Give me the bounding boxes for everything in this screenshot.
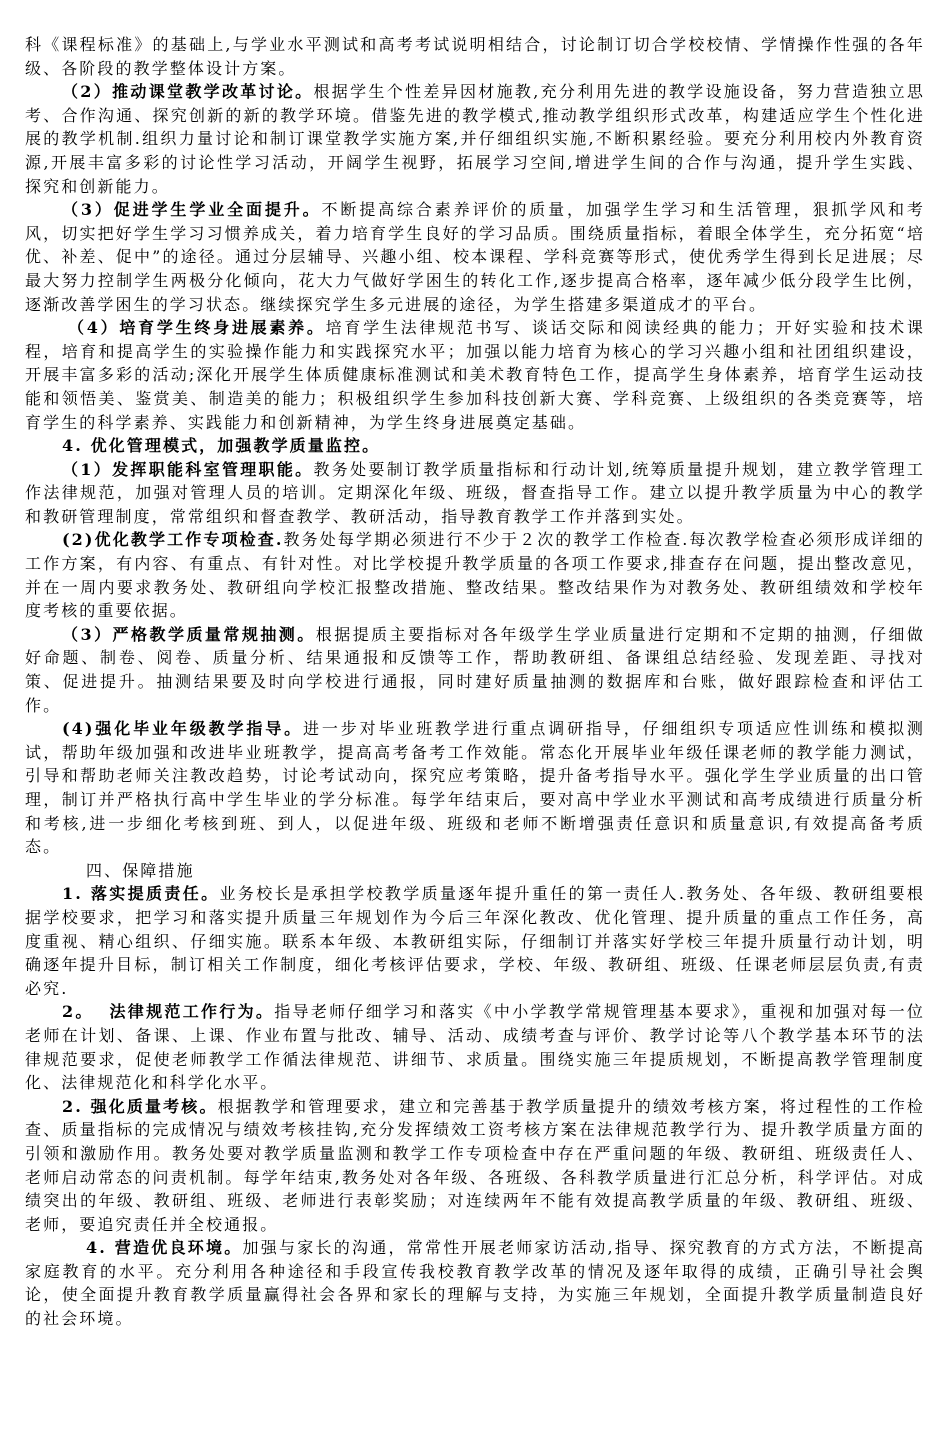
paragraph-lead: (4)强化毕业年级教学指导。 (62, 719, 303, 739)
section-heading-text: 4. 优化管理模式，加强教学质量监控。 (62, 436, 381, 456)
paragraph-body: 教务处每学期必须进行不少于２次的教学工作检查.每次教学检查必须形成详细的工作方案，有内容、有重点、有针对性。对比学校提升教学质量的各项工作要求,排查存在问题，提出整改意见，并在一周内要求教务处、教研组向学校汇报整改措施、整改结果。整改结果作为对教务处、教研组绩效和学校年度考核的重要依据。 (25, 530, 926, 621)
paragraph-body: 根据教学和管理要求，建立和完善基于教学质量提升的绩效考核方案，将过程性的工作检查、质量指标的完成情况与绩效考核挂钩,充分发挥绩效工资考核方案在法律规范教学行为、提升教学质量方面的引领和激励作用。教务处要对教学质量监测和教学工作专项检查中存在严重问题的年级、教研组、班级责任人、老师启动常态的问责机制。每学年结束,教务处对各年级、各班级、各科教学质量进行汇总分析，科学评估。对成绩突出的年级、教研组、班级、老师进行表彰奖励；对连续两年不能有效提高教学质量的年级、教研组、班级、老师，要追究责任并全校通报。 (25, 1096, 925, 1234)
paragraph-body: 指导老师仔细学习和落实《中小学教学常规管理基本要求》，重视和加强对每一位老师在计划、备课、上课、作业布置与批改、辅导、活动、成绩考查与评价、教学讨论等八个教学基本环节的法律规范要求，促使老师教学工作循法律规范、讲细节、求质量。围绕实施三年提质规划，不断提高教学管理制度化、法律规范化和科学化水平。 (25, 1002, 925, 1093)
paragraph-body: 不断提高综合素养评价的质量，加强学生学习和生活管理，狠抓学风和考风，切实把好学生学习习惯养成关，着力培育学生良好的学习品质。围绕质量指标，着眼全体学生，充分拓宽“培优、补差、促中”的途径。通过分层辅导、兴趣小组、校本课程、学科竞赛等形式，使优秀学生得到长足进展；尽最大努力控制学生两极分化倾向，花大力气做好学困生的转化工作,逐步提高合格率，逐年减少低分段学生比例，逐渐改善学困生的学习状态。继续探究学生多元进展的途径，为学生搭建多渠道成才的平台。 (25, 200, 925, 314)
paragraph-body: 业务校长是承担学校教学质量逐年提升重任的第一责任人.教务处、各年级、教研组要根据学校要求，把学习和落实提升质量三年规划作为今后三年深化教改、优化管理、提升质量的重点工作任务，高度重视、精心组织、仔细实施。联系本年级、本教研组实际，仔细制订并落实好学校三年提升质量行动计划，明确逐年提升目标，制订相关工作制度，细化考核评估要求，学校、年级、教研组、班级、任课老师层层负责,有责必究. (25, 884, 925, 998)
paragraph-lead: 2。 法律规范工作行为。 (62, 1002, 275, 1022)
paragraph-measure-4 (25, 1236, 925, 1330)
section-heading-text: 四、保障措施 (86, 860, 195, 880)
paragraph-measure-3 (25, 1095, 925, 1237)
paragraph-item-4 (25, 316, 925, 434)
paragraph-lead: 4. 营造优良环境。 (86, 1238, 243, 1258)
paragraph-body: 根据学生个性差异因材施教,充分利用先进的教学设施设备，努力营造独立思考、合作沟通、探究创新的新的教学环境。借鉴先进的教学模式,推动教学组织形式改革，构建适应学生个性化进展的教学机制.组织力量讨论和制订课堂教学实施方案,并仔细组织实施,不断积累经验。要充分利用校内外教育资源,开展丰富多彩的讨论性学习活动，开阔学生视野，拓展学习空间,增进学生间的合作与沟通，提升学生实践、探究和创新能力。 (25, 82, 925, 196)
paragraph-lead: （1）发挥职能科室管理职能。 (62, 459, 314, 479)
paragraph-lead: （3）促进学生学业全面提升。 (62, 200, 322, 220)
section-heading-measures (25, 859, 925, 883)
paragraph-item-2 (25, 80, 925, 198)
paragraph-item-3 (25, 198, 925, 316)
paragraph-measure-1 (25, 882, 925, 1000)
paragraph-body: 进一步对毕业班教学进行重点调研指导，仔细组织专项适应性训练和模拟测试，帮助年级加强和改进毕业班教学，提高高考备考工作效能。常态化开展毕业年级任课老师的教学能力测试，引导和帮助老师关注教改趋势，讨论考试动向，探究应考策略，提升备考指导水平。强化学生学业质量的出口管理，制订并严格执行高中学生毕业的学分标准。每学年结束后，要对高中学业水平测试和高考成绩进行质量分析和考核,进一步细化考核到班、到人，以促进年级、班级和老师不断增强责任意识和质量意识,有效提高备考质态。 (25, 719, 925, 857)
paragraph-management-3 (25, 623, 925, 717)
document-page (25, 33, 925, 1331)
paragraph-lead: (2)优化教学工作专项检查. (62, 530, 284, 550)
paragraph-lead: 1. 落实提质责任。 (62, 884, 220, 904)
paragraph-lead: （3）严格教学质量常规抽测。 (62, 624, 316, 644)
paragraph-body: 加强与家长的沟通，常常性开展老师家访活动,指导、探究教育的方式方法，不断提高家庭教育的水平。充分利用各种途径和手段宣传我校教育教学改革的情况及逐年取得的成绩，正确引导社会舆论，使全面提升教育教学质量赢得社会各界和家长的理解与支持，为实施三年规划，全面提升教学质量制造良好的社会环境。 (25, 1238, 926, 1329)
paragraph-measure-2 (25, 1000, 925, 1094)
paragraph-body: 科《课程标准》的基础上,与学业水平测试和高考考试说明相结合，讨论制订切合学校校情、学情操作性强的各年级、各阶段的教学整体设计方案。 (25, 35, 925, 78)
paragraph-body: 根据提质主要指标对各年级学生学业质量进行定期和不定期的抽测，仔细做好命题、制卷、阅卷、质量分析、结果通报和反馈等工作，帮助教研组、备课组总结经验、发现差距、寻找对策、促进提升。抽测结果要及时向学校进行通报，同时建好质量抽测的数据库和台账，做好跟踪检查和评估工作。 (25, 624, 925, 715)
paragraph-management-4 (25, 717, 925, 859)
paragraph-lead: （4）培育学生终身进展素养。 (68, 318, 326, 338)
paragraph-lead: 2. 强化质量考核。 (62, 1096, 218, 1116)
section-heading-management (25, 434, 925, 458)
paragraph-lead: （2）推动课堂教学改革讨论。 (62, 82, 314, 102)
paragraph-body: 教务处要制订教学质量指标和行动计划,统筹质量提升规划，建立教学管理工作法律规范，加强对管理人员的培训。定期深化年级、班级，督查指导工作。建立以提升教学质量为中心的教学和教研管理制度，常常组织和督查教学、教研活动，指导教育教学工作并落到实处。 (25, 459, 925, 526)
paragraph-management-2 (25, 528, 925, 622)
paragraph-body: 培育学生法律规范书写、谈话交际和阅读经典的能力；开好实验和技术课程，培育和提高学生的实验操作能力和实践探究水平；加强以能力培育为核心的学习兴趣小组和社团组织建设，开展丰富多彩的活动;深化开展学生体质健康标准测试和美术教育特色工作，提高学生身体素养，培育学生运动技能和领悟美、鉴赏美、制造美的能力；积极组织学生参加科技创新大赛、学科竞赛、上级组织的各类竞赛等，培育学生的科学素养、实践能力和创新精神，为学生终身进展奠定基础。 (25, 318, 925, 432)
paragraph-management-1 (25, 458, 925, 529)
paragraph-continuation (25, 33, 925, 80)
